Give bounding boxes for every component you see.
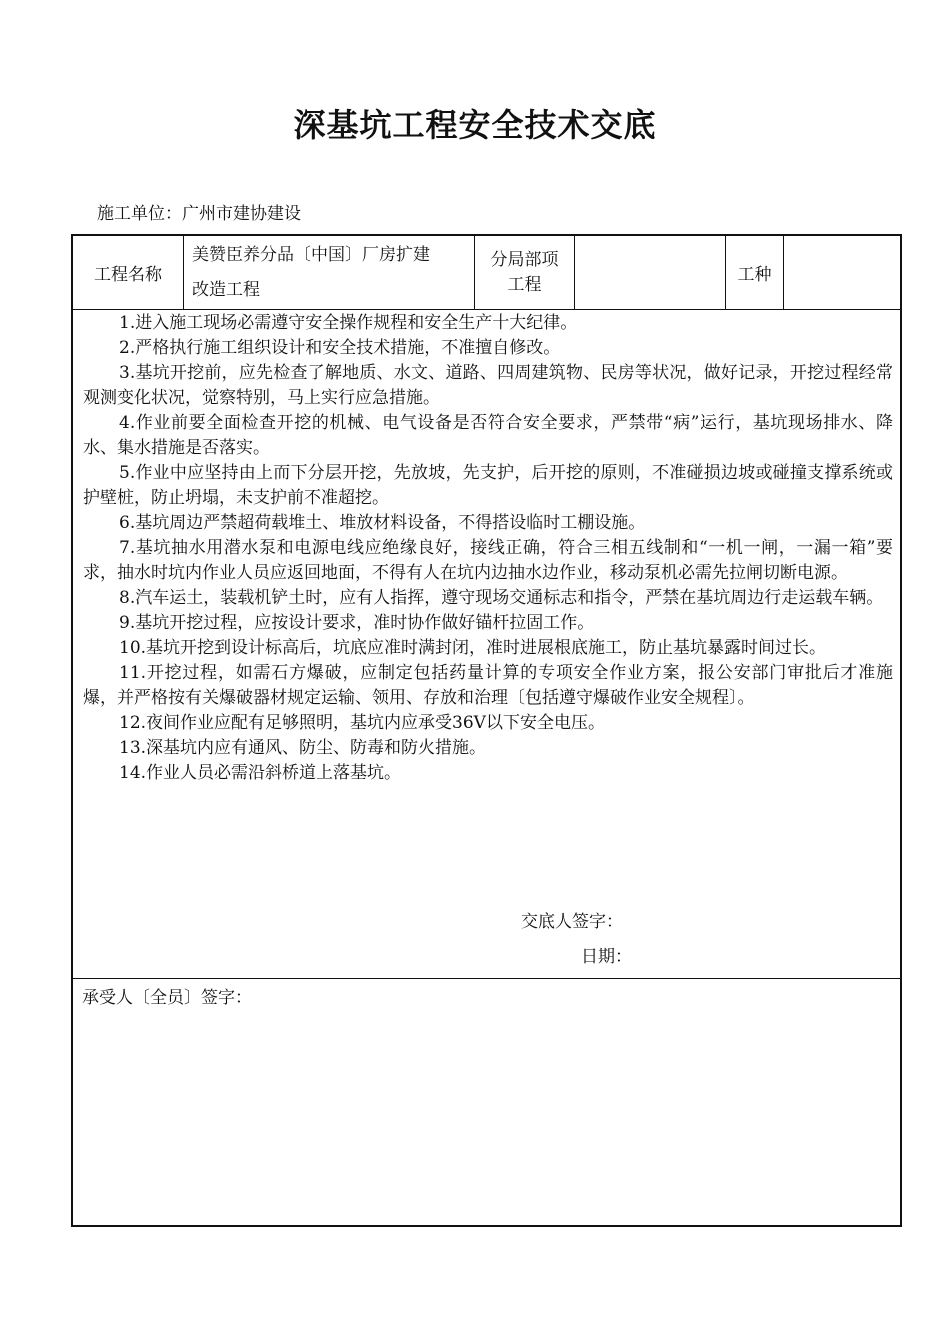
project-name-line-1: 美赞臣养分品〔中国〕厂房扩建 [192, 245, 430, 265]
safety-item: 10.基坑开挖到设计标高后，坑底应准时满封闭，准时进展根底施工，防止基坑暴露时间过长。 [119, 638, 827, 658]
safety-item: 11.开挖过程，如需石方爆破，应制定包括药量计算的专项安全作业方案，报公安部门审批后才准施爆，并严格按有关爆破器材规定运输、领用、存放和治理〔包括遵守爆破作业安全规程〕。 [83, 663, 893, 708]
safety-item: 4.作业前要全面检查开挖的机械、电气设备是否符合安全要求，严禁带“病”运行，基坑现场排水、降水、集水措施是否落实。 [83, 413, 893, 458]
construction-unit-value: 广州市建协建设 [182, 204, 301, 224]
trade-value[interactable] [784, 236, 900, 309]
project-name-line-2: 改造工程 [192, 280, 260, 300]
trade-label: 工种 [726, 236, 784, 309]
safety-item: 3.基坑开挖前，应先检查了解地质、水文、道路、四周建筑物、民房等状况，做好记录，开挖过程经常观测变化状况，觉察特别，马上实行应急措施。 [83, 363, 893, 408]
construction-unit [97, 199, 301, 224]
safety-item: 9.基坑开挖过程，应按设计要求，准时协作做好锚杆拉固工作。 [119, 613, 595, 633]
disclosure-form [71, 234, 902, 1227]
project-name-label: 工程名称 [73, 236, 184, 309]
receiver-signature-label: 承受人〔全员〕签字： [82, 988, 252, 1008]
discloser-signature-label: 交底人签字： [521, 912, 623, 932]
safety-item: 8.汽车运土，装载机铲土时，应有人指挥，遵守现场交通标志和指令，严禁在基坑周边行走运载车辆。 [119, 588, 884, 608]
safety-item: 5.作业中应坚持由上而下分层开挖，先放坡，先支护，后开挖的原则，不准碰损边坡或碰撞支撑系统或护壁桩，防止坍塌，未支护前不准超挖。 [83, 463, 893, 508]
safety-item: 13.深基坑内应有通风、防尘、防毒和防火措施。 [119, 738, 487, 758]
document-title: 深基坑工程安全技术交底 [293, 106, 657, 144]
safety-item: 1.进入施工现场必需遵守安全操作规程和安全生产十大纪律。 [119, 313, 578, 333]
safety-item: 12.夜间作业应配有足够照明，基坑内应承受36V以下安全电压。 [119, 713, 605, 733]
sub-project-value[interactable] [575, 236, 726, 309]
sub-project-label [475, 236, 575, 309]
safety-item: 7.基坑抽水用潜水泵和电源电线应绝缘良好，接线正确，符合三相五线制和“一机一闸，一漏一箱”要求，抽水时坑内作业人员应返回地面，不得有人在坑内边抽水边作业，移动泵机必需先拉闸切断电源。 [83, 538, 893, 583]
project-name-value [184, 236, 475, 309]
safety-item: 6.基坑周边严禁超荷载堆土、堆放材料设备，不得搭设临时工棚设施。 [119, 513, 646, 533]
construction-unit-label: 施工单位： [97, 204, 182, 224]
sub-project-label-line-1: 分局部项 [490, 249, 559, 270]
sub-project-label-line-2: 工程 [507, 274, 542, 295]
safety-item: 14.作业人员必需沿斜桥道上落基坑。 [119, 763, 402, 783]
safety-item: 2.严格执行施工组织设计和安全技术措施，不准擅自修改。 [119, 338, 561, 358]
safety-items-list [83, 311, 893, 786]
date-label: 日期： [581, 947, 632, 967]
disclosure-content [73, 309, 900, 979]
form-header-row [73, 236, 900, 310]
